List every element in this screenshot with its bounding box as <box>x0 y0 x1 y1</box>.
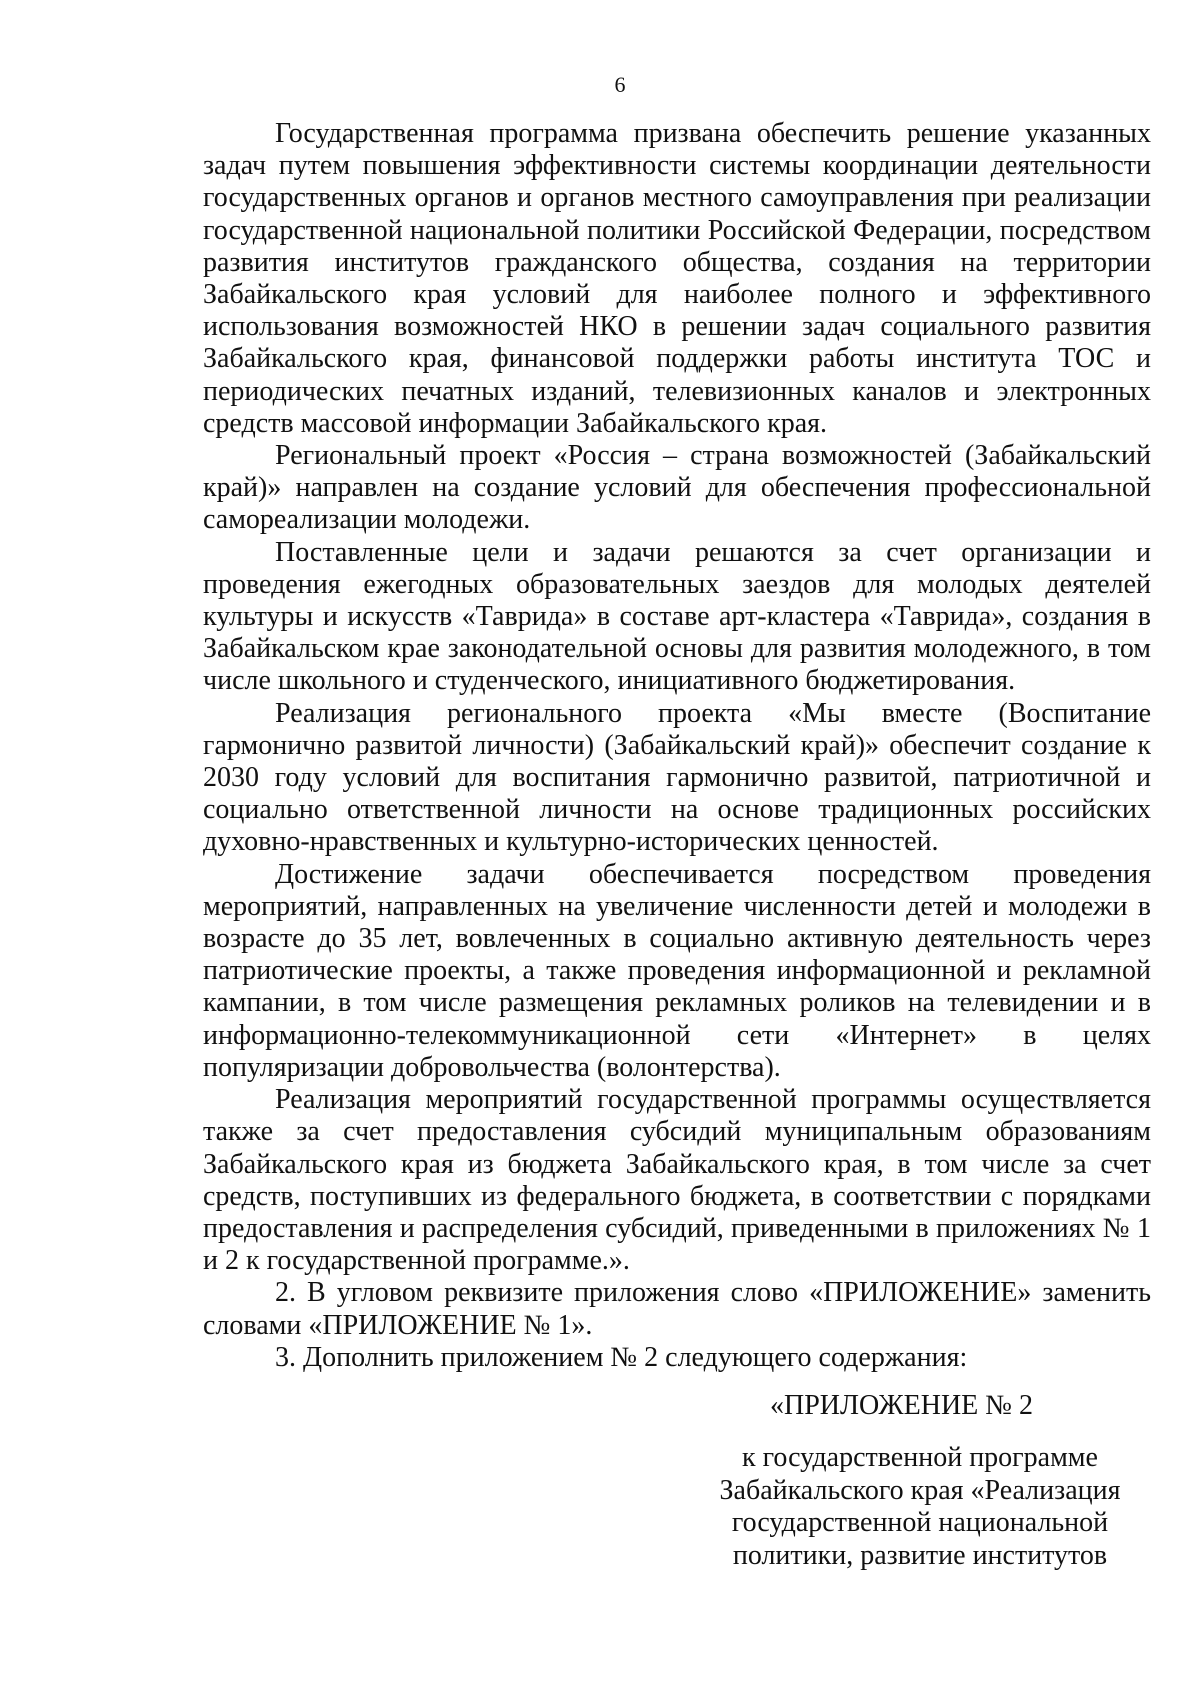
paragraph-together-project: Реализация регионального проекта «Мы вместе (Воспитание гармонично развитой личности) (Забайкальский край)» обеспечит создание к 2030 году условий для воспитания гармонично развитой, патриотичной и социально ответственной личности на основе традиционных российских духовно-нравственных и культурно-исторических ценностей. <box>203 697 1151 858</box>
paragraph-item-3: 3. Дополнить приложением № 2 следующего содержания: <box>275 1341 968 1373</box>
paragraph-state-program: Государственная программа призвана обеспечить решение указанных задач путем повышения эффективности системы координации деятельности государственных органов и органов местного самоуправления при реализации государственной национальной политики Российской Федерации, посредством развития институтов гражданского общества, создания на территории Забайкальского края условий для наиболее полного и эффективного использования возможностей НКО в решении задач социального развития Забайкальского края, финансовой поддержки работы института ТОС и периодических печатных изданий, телевизионных каналов и электронных средств массовой информации Забайкальского края. <box>203 118 1151 439</box>
paragraph-goals-tasks: Поставленные цели и задачи решаются за счет организации и проведения ежегодных образовательных заездов для молодых деятелей культуры и искусств «Таврида» в составе арт-кластера «Таврида», создания в Забайкальском крае законодательной основы для развития молодежного, в том числе школьного и студенческого, инициативного бюджетирования. <box>203 536 1151 697</box>
paragraph-subsidies: Реализация мероприятий государственной программы осуществляется также за счет предоставления субсидий муниципальным образованиям Забайкальского края из бюджета Забайкальского края, в том числе за счет средств, поступивших из федерального бюджета, в соответствии с порядками предоставления и распределения субсидий, приведенными в приложениях № 1 и 2 к государственной программе.». <box>203 1084 1151 1277</box>
paragraph-task-achievement: Достижение задачи обеспечивается посредством проведения мероприятий, направленных на увеличение численности детей и молодежи в возрасте до 35 лет, вовлеченных в социально активную деятельность через патриотические проекты, а также проведения информационной и рекламной кампании, в том числе размещения рекламных роликов на телевидении и в информационно-телекоммуникационной сети «Интернет» в целях популяризации добровольчества (волонтерства). <box>203 858 1151 1083</box>
appendix-title: «ПРИЛОЖЕНИЕ № 2 <box>770 1390 1033 1421</box>
document-body <box>203 118 1151 1374</box>
appendix-reference: к государственной программе Забайкальского края «Реализация государственной национальной политики, развитие институтов <box>719 1442 1121 1571</box>
paragraph-russia-project: Региональный проект «Россия – страна возможностей (Забайкальский край)» направлен на создание условий для обеспечения профессиональной самореализации молодежи. <box>203 440 1151 536</box>
paragraph-item-2: 2. В угловом реквизите приложения слово «ПРИЛОЖЕНИЕ» заменить словами «ПРИЛОЖЕНИЕ № 1». <box>203 1277 1151 1341</box>
page-number: 6 <box>614 72 626 97</box>
